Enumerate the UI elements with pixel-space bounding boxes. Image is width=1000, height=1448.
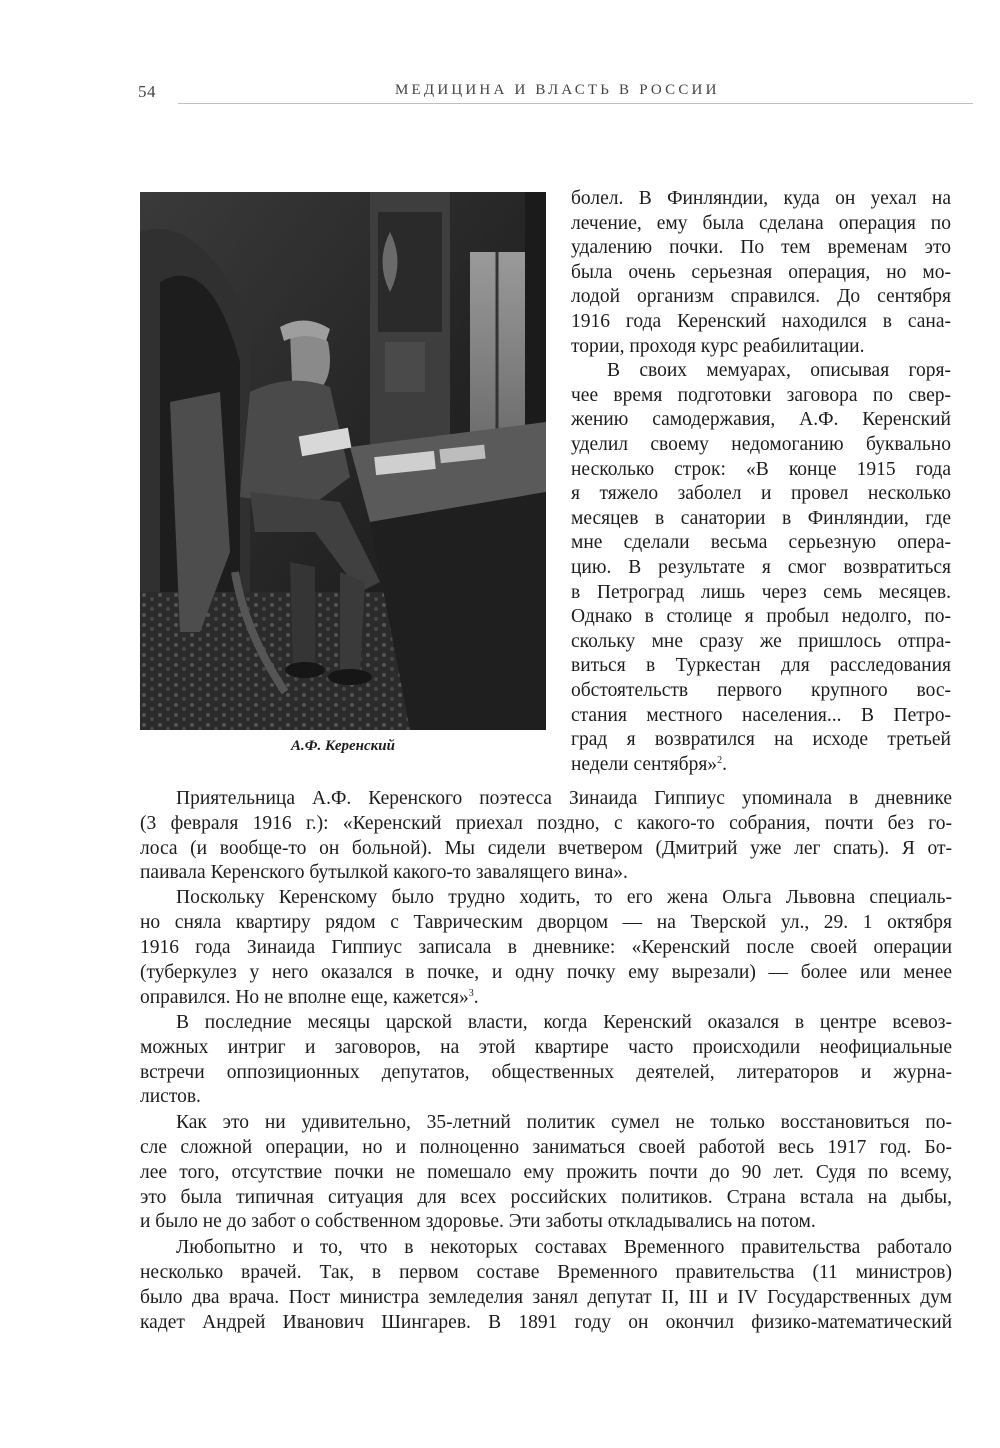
text-line: несколько строк: «В конце 1915 года <box>571 458 951 480</box>
text-line: обстоятельств первого крупного вос- <box>571 680 951 701</box>
text-line: лоса (и вообще-то он больной). Мы сидели вчетвером (Дмитрий уже лег спать). Я от- <box>140 838 952 859</box>
text-line: мне сделали весьма серьезную опера- <box>571 532 951 554</box>
text-line: я тяжело заболел и провел несколько <box>571 483 951 505</box>
text-line: уделил своему недомоганию буквально <box>571 434 951 455</box>
text-line: и было не до забот о собственном здоровье. Эти заботы откладывались на потом. <box>140 1211 816 1232</box>
text-line: Как это ни удивительно, 35-летний политик сумел не только восстановиться по- <box>176 1112 952 1133</box>
text-line: но сняла квартиру рядом с Таврическим дворцом — на Тверской ул., 29. 1 октября <box>140 912 952 933</box>
text-line: В последние месяцы царской власти, когда Керенский оказался в центре всевоз- <box>176 1012 952 1033</box>
text-line: тории, проходя курс реабилитации. <box>571 335 865 357</box>
text-line: Приятельница А.Ф. Керенского поэтесса Зинаида Гиппиус упоминала в дневнике <box>176 788 952 809</box>
text-line: Поскольку Керенскому было трудно ходить, то его жена Ольга Львовна специаль- <box>176 887 952 908</box>
text-line: было два врача. Пост министра земледелия занял депутат II, III и IV Государственных дум <box>140 1287 952 1308</box>
text-line: 1916 года Зинаида Гиппиус записала в дневнике: «Керенский после своей операции <box>140 937 952 958</box>
text-line: листов. <box>140 1086 201 1107</box>
photo-caption: А.Ф. Керенский <box>291 738 395 754</box>
text-line: несколько врачей. Так, в первом составе Временного правительства (11 министров) <box>140 1262 952 1283</box>
footnote-marker: 3 <box>468 988 474 999</box>
text-line: оправился. Но не вполне еще, кажется»$^3$. <box>140 987 479 1008</box>
text-line: (3 февраля 1916 г.): «Керенский приехал поздно, с какого-то собрания, почти без го- <box>140 813 952 834</box>
text-line: град я возвратился на исходе третьей <box>571 729 951 751</box>
text-line: лодой организм справился. До сентября <box>571 286 951 308</box>
text-line: встречи оппозиционных депутатов, общественных деятелей, литераторов и журна- <box>140 1062 952 1083</box>
text-line: это была типичная ситуация для всех российских политиков. Страна встала на дыбы, <box>140 1187 952 1208</box>
text-line: болел. В Финляндии, куда он уехал на <box>571 188 951 209</box>
text-line: удалению почки. По тем временам это <box>571 237 951 259</box>
text-line: сле сложной операции, но и полноценно заниматься своей работой весь 1917 год. Бо- <box>140 1137 952 1158</box>
text-line: Любопытно и то, что в некоторых составах Временного правительства работало <box>176 1237 952 1258</box>
text-line: жению самодержавия, А.Ф. Керенский <box>571 409 951 431</box>
text-line: виться в Туркестан для расследования <box>571 655 951 677</box>
text-line: Однако в столице я пробыл недолго, по- <box>571 606 951 628</box>
text-line: была очень серьезная операция, но мо- <box>571 261 951 283</box>
text-line: В своих мемуарах, описывая горя- <box>607 360 951 382</box>
text-line: месяцев в санатории в Финляндии, где <box>571 507 951 529</box>
text-line: чее время подготовки заговора по свер- <box>571 384 951 406</box>
text-line: лечение, ему была сделана операция по <box>571 212 951 234</box>
text-line: в Петроград лишь через семь месяцев. <box>571 581 951 603</box>
text-line: паивала Керенского бутылкой какого-то завалящего вина». <box>140 862 628 883</box>
text-line: недели сентября»$^2$. <box>571 753 727 775</box>
page-number: 54 <box>138 82 156 101</box>
text-line: (туберкулез у него оказался в почке, и одну почку ему вырезали) — более или менее <box>140 962 952 983</box>
text-line: цию. В результате я смог возвратиться <box>571 557 951 578</box>
kerensky-photo <box>140 192 546 730</box>
header-rule <box>178 103 973 104</box>
text-line: 1916 года Керенский находился в сана- <box>571 311 951 332</box>
text-line: стания местного населения... В Петро- <box>571 704 951 726</box>
text-line: скольку мне сразу же пришлось отпра- <box>571 630 951 652</box>
text-line: лее того, отсутствие почки не помешало ему прожить почти до 90 лет. Судя по всему, <box>140 1162 952 1183</box>
text-line: кадет Андрей Иванович Шингарев. В 1891 году он окончил физико-математический <box>140 1312 952 1333</box>
text-line: можных интриг и заговоров, на этой квартире часто происходили неофициальные <box>140 1037 952 1058</box>
running-head: МЕДИЦИНА И ВЛАСТЬ В РОССИИ <box>395 82 720 98</box>
footnote-marker: 2 <box>717 754 723 766</box>
